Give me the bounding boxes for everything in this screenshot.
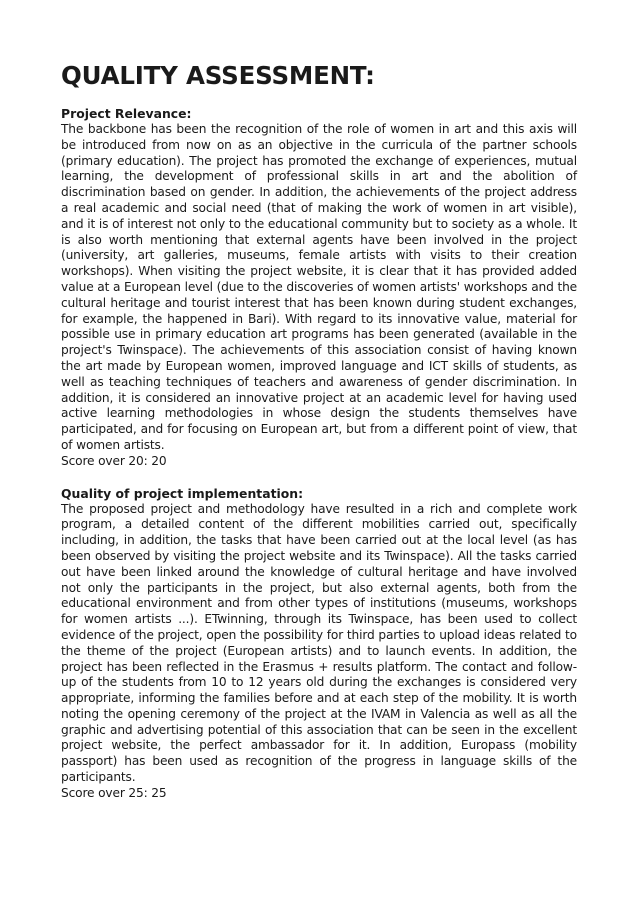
section-body: The backbone has been the recognition of the role of women in art and this axis will be introduced from now on as an objective in the curricula of the partner schools (primary education). The project has promoted the exchange of experiences, mutual learning, the development of professional skills in art and the abolition of discrimination based on gender. In addition, the achievements of the project address a real academic and social need (that of making the work of women in art visible), and it is of interest not only to the educational community but to society as a whole. It is also worth mentioning that external agents have been involved in the project (university, art galleries, museums, female artists with visits to their creation workshops). When visiting the project website, it is clear that it has provided added value at a European level (due to the discoveries of women artists' workshops and the cultural heritage and tourist interest that has been known during student exchanges, for example, the happened in Bari). With regard to its innovative value, material for possible use in primary education art programs has been generated (available in the project's Twinspace). The achievements of this association consist of having known the art made by European women, improved language and ICT skills of students, as well as teaching techniques of teachers and awareness of gender discrimination. In addition, it is considered an innovative project at an academic level for having used active learning methodologies in whose design the students themselves have participated, and for focusing on European art, but from a different point of view, that of women artists. [61,122,577,452]
section-body: The proposed project and methodology have resulted in a rich and complete work program, a detailed content of the different mobilities carried out, specifically including, in addition, the tasks that have been carried out at the local level (as has been observed by visiting the project website and its Twinspace). All the tasks carried out have been linked around the knowledge of cultural heritage and have involved not only the participants in the project, but also external agents, both from the educational environment and from other types of institutions (museums, workshops for women artists ...). ETwinning, through its Twinspace, has been used to collect evidence of the project, open the possibility for third parties to upload ideas related to the theme of the project (European artists) and to launch events. In addition, the project has been reflected in the Erasmus + results platform. The contact and follow-up of the students from 10 to 12 years old during the exchanges is considered very appropriate, informing the families before and at each step of the mobility. It is worth noting the opening ceremony of the project at the IVAM in Valencia as well as all the graphic and advertising potential of this association that can be seen in the excellent project website, the perfect ambassador for it. In addition, Europass (mobility passport) has been used as recognition of the progress in language skills of the participants. [61,501,577,785]
section-project-relevance [61,106,577,470]
page-title: QUALITY ASSESSMENT: [61,61,375,90]
section-project-implementation [61,486,577,802]
section-heading: Quality of project implementation: [61,485,304,501]
document-page [61,58,577,802]
section-score: Score over 25: 25 [61,785,167,800]
section-score: Score over 20: 20 [61,453,167,468]
section-heading: Project Relevance: [61,106,192,121]
